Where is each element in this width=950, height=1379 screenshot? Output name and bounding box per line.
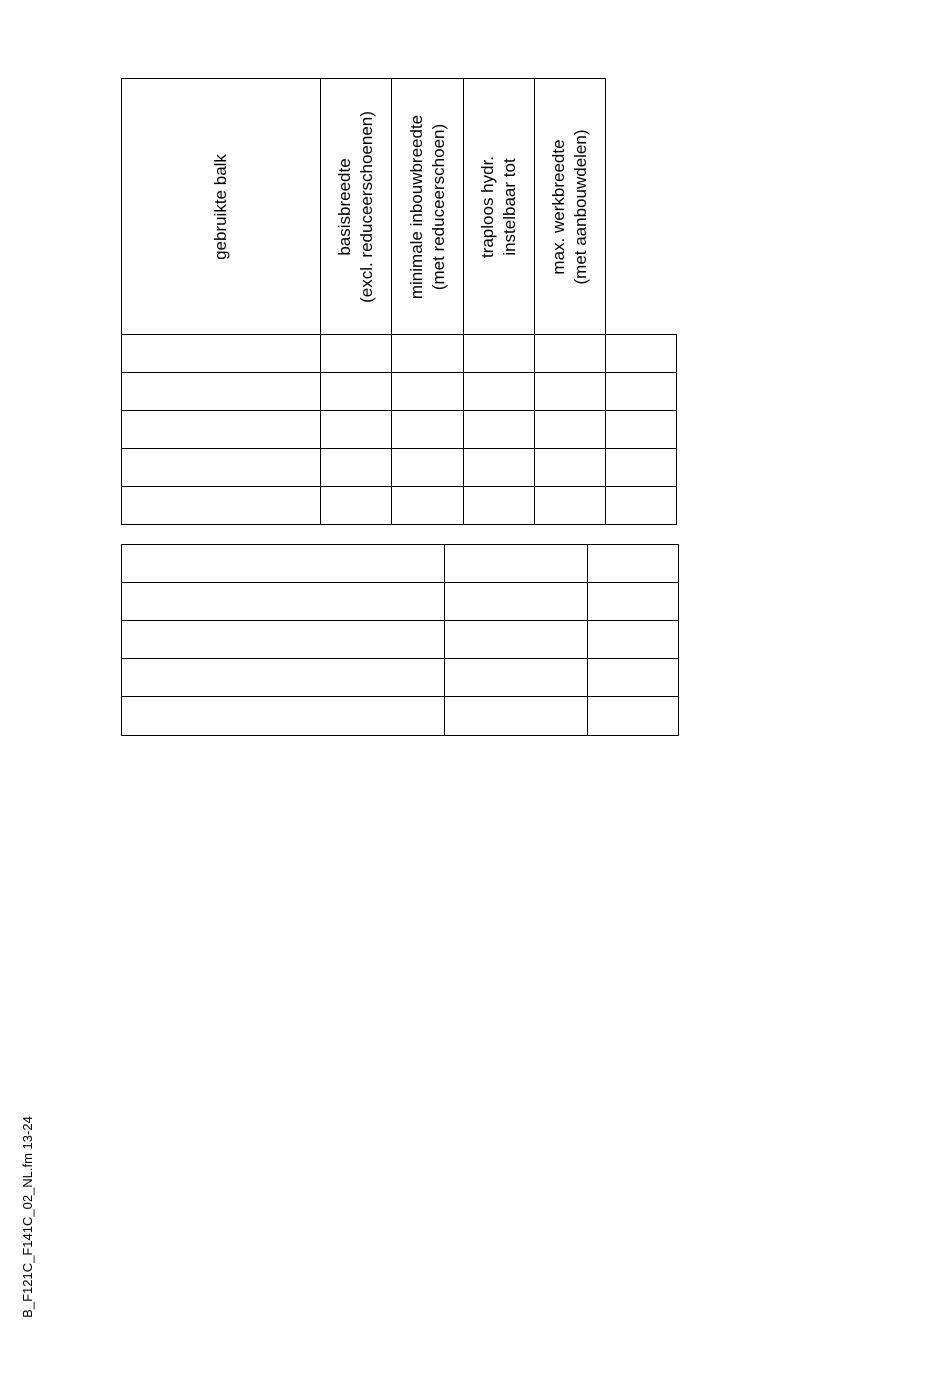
secondary-table [121, 544, 679, 737]
table-cell [121, 448, 321, 487]
table-cell [121, 620, 445, 659]
table-cell [391, 334, 464, 373]
table-cell [320, 448, 392, 487]
table-cell [605, 448, 677, 487]
header-label-min-installation-width: minimale inbouwbreedte (met reduceerschoen) [406, 114, 448, 299]
table-cell [121, 582, 445, 621]
table-cell [587, 658, 679, 697]
table-cell [444, 658, 588, 697]
table-cell [121, 410, 321, 449]
table-cell [463, 448, 535, 487]
table-cell [463, 372, 535, 411]
table-cell [320, 410, 392, 449]
table-cell [534, 448, 606, 487]
table-cell [534, 334, 606, 373]
table-cell [605, 372, 677, 411]
table-cell [463, 486, 535, 525]
table-cell [391, 448, 464, 487]
table-cell [534, 486, 606, 525]
table-cell [587, 582, 679, 621]
table-cell [121, 696, 445, 736]
header-used-beam [121, 78, 321, 335]
table-cell [587, 696, 679, 736]
table-cell [534, 410, 606, 449]
table-cell [444, 696, 588, 736]
table-cell [605, 410, 677, 449]
table-cell [391, 486, 464, 525]
header-basic-width [320, 78, 392, 335]
table-cell [605, 334, 677, 373]
table-cell [391, 372, 464, 411]
table-cell [121, 658, 445, 697]
table-cell [444, 620, 588, 659]
table-cell [320, 334, 392, 373]
header-max-working-width [534, 78, 606, 335]
table-cell [121, 372, 321, 411]
width-table [121, 78, 678, 525]
header-min-installation-width [391, 78, 464, 335]
table-cell [444, 582, 588, 621]
header-hydraulic-adjustable [463, 78, 535, 335]
table-cell [534, 372, 606, 411]
file-label: B_F121C_F141C_02_NL.fm 13-24 [20, 1116, 35, 1318]
table-cell [605, 486, 677, 525]
table-cell [463, 334, 535, 373]
header-label-basic-width: basisbreedte (excl. reduceerschoenen) [335, 110, 376, 303]
header-label-hydraulic-adjustable: traploos hydr. instelbaar tot [478, 155, 519, 258]
table-cell [444, 544, 588, 583]
table-cell [121, 334, 321, 373]
table-cell [121, 544, 445, 583]
header-label-max-working-width: max. werkbreedte (met aanbouwdelen) [549, 129, 590, 284]
table-cell [121, 486, 321, 525]
header-label-used-beam: gebruikte balk [211, 153, 230, 260]
table-cell [320, 486, 392, 525]
table-cell [320, 372, 392, 411]
table-cell [463, 410, 535, 449]
table-cell [391, 410, 464, 449]
table-cell [587, 620, 679, 659]
table-cell [587, 544, 679, 583]
